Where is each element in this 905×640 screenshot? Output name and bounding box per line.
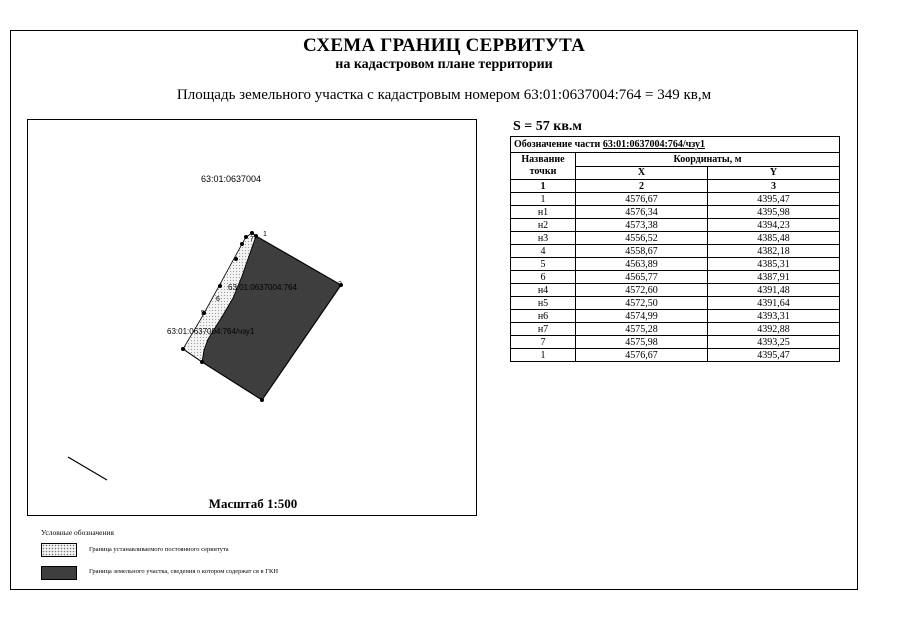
table-row	[511, 349, 840, 362]
coord-y: 4395,47	[707, 193, 839, 206]
point-name: н2	[511, 219, 576, 232]
header-col-number-3: 3	[707, 180, 839, 193]
header-col-number-1: 1	[511, 180, 576, 193]
coord-y: 4394,23	[707, 219, 839, 232]
legend-easement-text: Граница устанавливаемого постоянного сервитута	[89, 546, 229, 553]
header-y: Y	[707, 166, 839, 180]
point-name: 5	[511, 258, 576, 271]
legend-title: Условные обозначения	[41, 528, 114, 537]
coordinates-table	[510, 136, 840, 362]
easement-label: 63:01:0637004:764/чзу1	[167, 327, 255, 336]
header-x: X	[576, 166, 708, 180]
header-col-number-2: 2	[576, 180, 708, 193]
point-name: 6	[511, 271, 576, 284]
point-name: н3	[511, 232, 576, 245]
point-name: 1	[511, 193, 576, 206]
coord-y: 4391,48	[707, 284, 839, 297]
direction-line	[68, 457, 107, 480]
coord-y: 4393,31	[707, 310, 839, 323]
coord-y: 4393,25	[707, 336, 839, 349]
coord-y: 4382,18	[707, 245, 839, 258]
quarter-label: 63:01:0637004	[201, 174, 262, 184]
coord-y: 4392,88	[707, 323, 839, 336]
vertex-point	[200, 360, 204, 364]
vertex-label-6: 6	[216, 296, 220, 303]
vertex-label-5: 5	[201, 310, 205, 317]
point-name: н5	[511, 297, 576, 310]
part-designation-label: Обозначение части	[514, 139, 601, 150]
table-row	[511, 336, 840, 349]
coord-y: 4395,98	[707, 206, 839, 219]
coord-y: 4385,31	[707, 258, 839, 271]
table-row	[511, 232, 840, 245]
coord-y: 4391,64	[707, 297, 839, 310]
coord-x: 4565,77	[576, 271, 708, 284]
vertex-point	[240, 242, 244, 246]
parcel-area-line: Площадь земельного участка с кадастровым номером 63:01:0637004:764 = 349 кв,м	[176, 87, 712, 103]
scale-label: Масштаб 1:500	[208, 496, 298, 511]
easement-area-label: S = 57 кв.м	[513, 119, 582, 134]
point-name: 7	[511, 336, 576, 349]
point-name: н7	[511, 323, 576, 336]
parcel-label: 63:01:0637004:764	[228, 283, 297, 292]
header-point-name: Название точки	[511, 153, 576, 180]
coord-x: 4573,38	[576, 219, 708, 232]
cadastral-map	[28, 120, 478, 517]
point-name: н4	[511, 284, 576, 297]
coord-x: 4576,67	[576, 193, 708, 206]
coord-x: 4572,50	[576, 297, 708, 310]
legend-parcel-swatch	[41, 566, 77, 580]
table-row	[511, 323, 840, 336]
table-row	[511, 245, 840, 258]
point-name: 1	[511, 349, 576, 362]
point-name: н1	[511, 206, 576, 219]
coord-x: 4576,34	[576, 206, 708, 219]
vertex-point	[254, 234, 258, 238]
legend-easement-swatch	[41, 543, 77, 557]
table-row	[511, 310, 840, 323]
coord-y: 4387,91	[707, 271, 839, 284]
part-designation-number: 63:01:0637004:764/чзу1	[602, 139, 706, 150]
vertex-point	[244, 235, 248, 239]
vertex-label-1: 1	[263, 231, 267, 238]
vertex-point	[250, 231, 254, 235]
coord-x: 4563,89	[576, 258, 708, 271]
table-row	[511, 271, 840, 284]
header-coordinates: Координаты, м	[576, 153, 840, 167]
page-title: СХЕМА ГРАНИЦ СЕРВИТУТА	[302, 35, 585, 56]
coord-x: 4556,52	[576, 232, 708, 245]
point-name: 4	[511, 245, 576, 258]
coord-x: 4575,98	[576, 336, 708, 349]
coord-x: 4574,99	[576, 310, 708, 323]
vertex-label-7: 7	[250, 236, 254, 243]
coord-x: 4572,60	[576, 284, 708, 297]
coord-x: 4558,67	[576, 245, 708, 258]
vertex-point	[181, 347, 185, 351]
coord-y: 4395,47	[707, 349, 839, 362]
coord-x: 4575,28	[576, 323, 708, 336]
page-subtitle: на кадастровом плане территории	[335, 57, 553, 72]
table-row	[511, 206, 840, 219]
table-row	[511, 193, 840, 206]
coord-x: 4576,67	[576, 349, 708, 362]
point-name: н6	[511, 310, 576, 323]
vertex-point	[260, 398, 264, 402]
legend-parcel-text: Граница земельного участка, сведения о котором содержат ся в ГКН	[89, 568, 279, 575]
table-row	[511, 258, 840, 271]
map-frame	[27, 119, 477, 516]
part-designation-cell	[511, 137, 840, 153]
table-row	[511, 284, 840, 297]
table-row	[511, 297, 840, 310]
table-row	[511, 219, 840, 232]
coord-y: 4385,48	[707, 232, 839, 245]
vertex-point	[234, 257, 238, 261]
vertex-point	[218, 284, 222, 288]
vertex-label-2: 2	[338, 281, 342, 288]
